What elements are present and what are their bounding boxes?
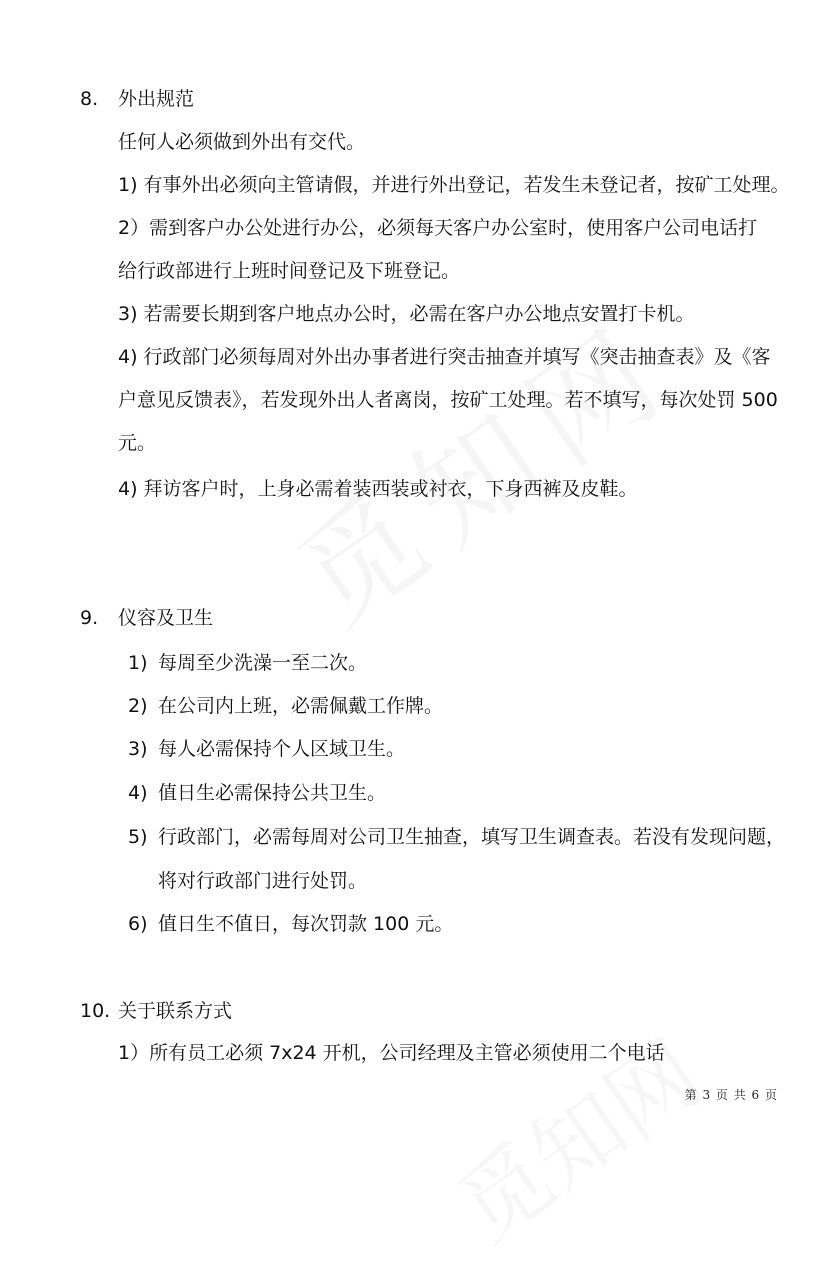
paragraph: 户意见反馈表》，若发现外出人者离岗，按矿工处理。若不填写，每次处罚 500 [118, 389, 778, 411]
paragraph: 1）所有员工必须 7x24 开机，公司经理及主管必须使用二个电话 [118, 1042, 665, 1064]
paragraph: 任何人必须做到外出有交代。 [118, 131, 366, 153]
list-item-number: 3) [128, 738, 148, 760]
list-item-number: 4) [128, 782, 148, 804]
list-item: 值日生必需保持公共卫生。 [158, 782, 387, 804]
watermark [259, 275, 702, 657]
list-item-number: 1) [128, 652, 148, 674]
paragraph: 给行政部进行上班时间登记及下班登记。 [118, 260, 461, 282]
list-item: 值日生不值日，每次罚款 100 元。 [158, 913, 454, 935]
section-9-title: 仪容及卫生 [118, 607, 214, 629]
paragraph: 3) 若需要长期到客户地点办公时，必需在客户办公地点安置打卡机。 [118, 303, 695, 325]
page-number-footer: 第 3 页 共 6 页 [684, 1088, 778, 1102]
paragraph: 2）需到客户办公处进行办公，必须每天客户办公室时，使用客户公司电话打 [118, 217, 758, 239]
list-item: 行政部门，必需每周对公司卫生抽查，填写卫生调查表。若没有发现问题， [158, 826, 786, 848]
section-8-number: 8. [80, 88, 99, 110]
section-9-number: 9. [80, 607, 99, 629]
list-item-continuation: 将对行政部门进行处罚。 [158, 870, 368, 892]
list-item: 每周至少洗澡一至二次。 [158, 652, 368, 674]
section-10-number: 10. [80, 1000, 111, 1022]
paragraph: 1) 有事外出必须向主管请假，并进行外出登记，若发生未登记者，按矿工处理。 [118, 174, 790, 196]
paragraph: 4) 行政部门必须每周对外出办事者进行突击抽查并填写《突击抽查表》及《客 [118, 346, 771, 368]
section-8-title: 外出规范 [118, 88, 195, 110]
list-item-number: 2) [128, 695, 148, 717]
list-item-number: 6) [128, 913, 148, 935]
paragraph: 4) 拜访客户时，上身必需着装西装或衬衣，下身西裤及皮鞋。 [118, 478, 638, 500]
list-item: 在公司内上班，必需佩戴工作牌。 [158, 695, 444, 717]
section-10-title: 关于联系方式 [118, 1000, 233, 1022]
list-item: 每人必需保持个人区域卫生。 [158, 738, 406, 760]
paragraph: 元。 [118, 432, 157, 454]
list-item-number: 5) [128, 826, 148, 848]
